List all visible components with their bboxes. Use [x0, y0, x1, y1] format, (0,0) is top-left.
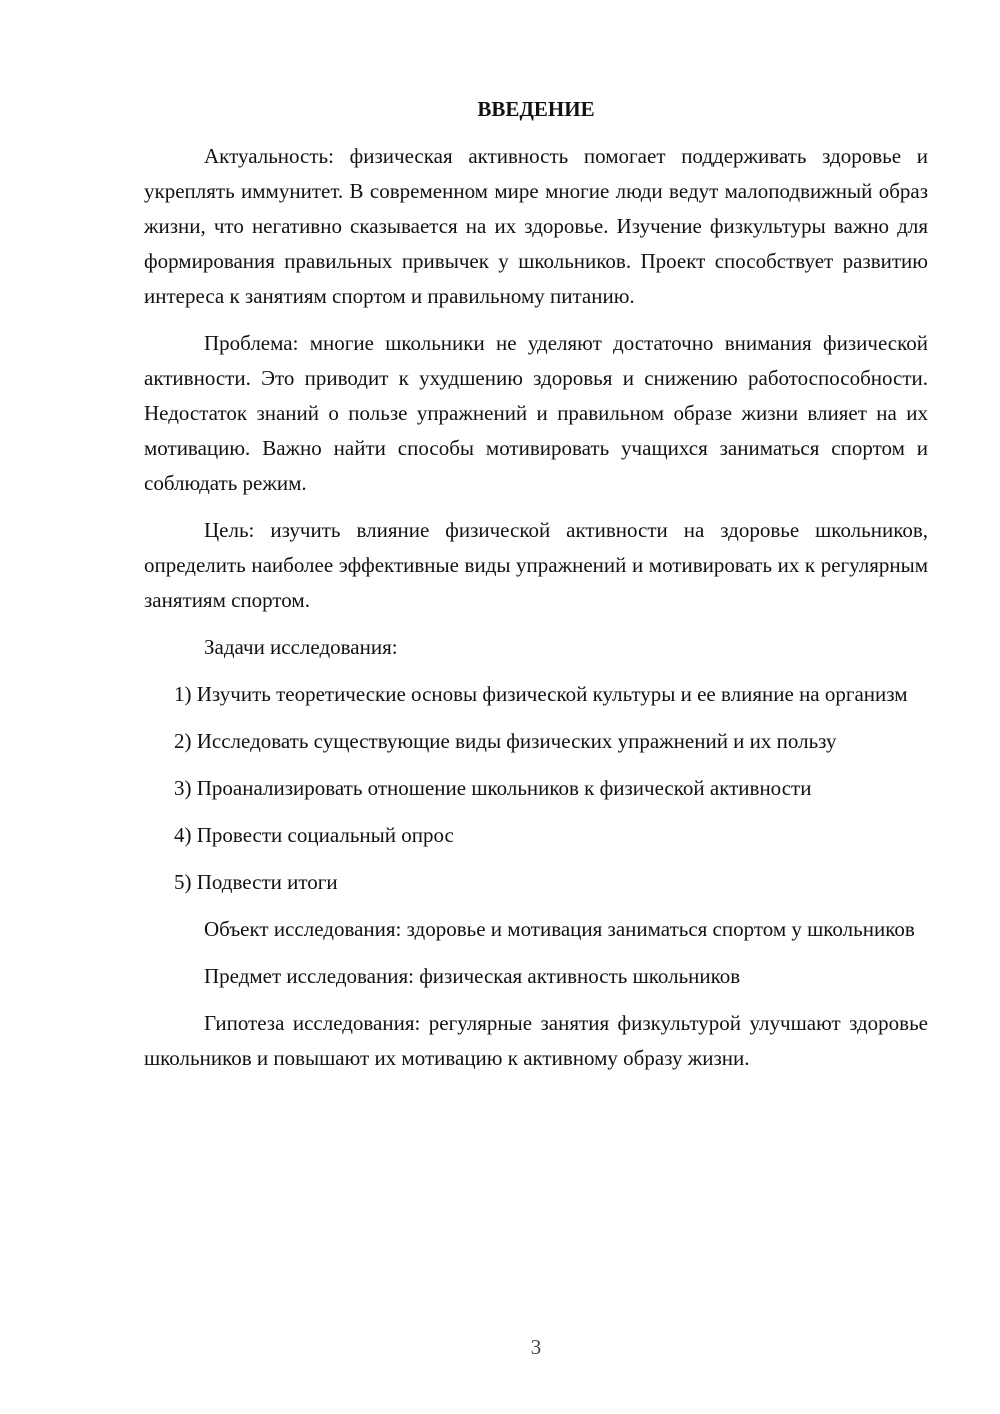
- paragraph-goal: Цель: изучить влияние физической активности на здоровье школьников, определить наиболее эффективные виды упражнений и мотивировать их к регулярным занятиям спортом.: [144, 518, 928, 612]
- task-item-1: 1) Изучить теоретические основы физической культуры и ее влияние на организм: [174, 682, 908, 706]
- document-body: [144, 92, 928, 1088]
- paragraph-object: Объект исследования: здоровье и мотивация заниматься спортом у школьников: [204, 917, 915, 941]
- paragraph-hypothesis: Гипотеза исследования: регулярные занятия физкультурой улучшают здоровье школьников и повышают их мотивацию к активному образу жизни.: [144, 1011, 928, 1070]
- task-item-4: 4) Провести социальный опрос: [174, 823, 454, 847]
- paragraph-problem: Проблема: многие школьники не уделяют достаточно внимания физической активности. Это приводит к ухудшению здоровья и снижению работоспособности. Недостаток знаний о пользе упражнений и правильном образе жизни влияет на их мотивацию. Важно найти способы мотивировать учащихся заниматься спортом и соблюдать режим.: [144, 331, 928, 495]
- paragraph-subject: Предмет исследования: физическая активность школьников: [204, 964, 741, 988]
- section-title: ВВЕДЕНИЕ: [477, 97, 595, 121]
- paragraph-relevance: Актуальность: физическая активность помогает поддерживать здоровье и укреплять иммунитет. В современном мире многие люди ведут малоподвижный образ жизни, что негативно сказывается на их здоровье. Изучение физкультуры важно для формирования правильных привычек у школьников. Проект способствует развитию интереса к занятиям спортом и правильному питанию.: [144, 144, 928, 308]
- task-item-2: 2) Исследовать существующие виды физических упражнений и их пользу: [174, 729, 837, 753]
- paragraph-tasks-heading: Задачи исследования:: [204, 635, 398, 659]
- task-item-3: 3) Проанализировать отношение школьников к физической активности: [174, 776, 812, 800]
- page-number: 3: [530, 1335, 542, 1359]
- task-item-5: 5) Подвести итоги: [174, 870, 338, 894]
